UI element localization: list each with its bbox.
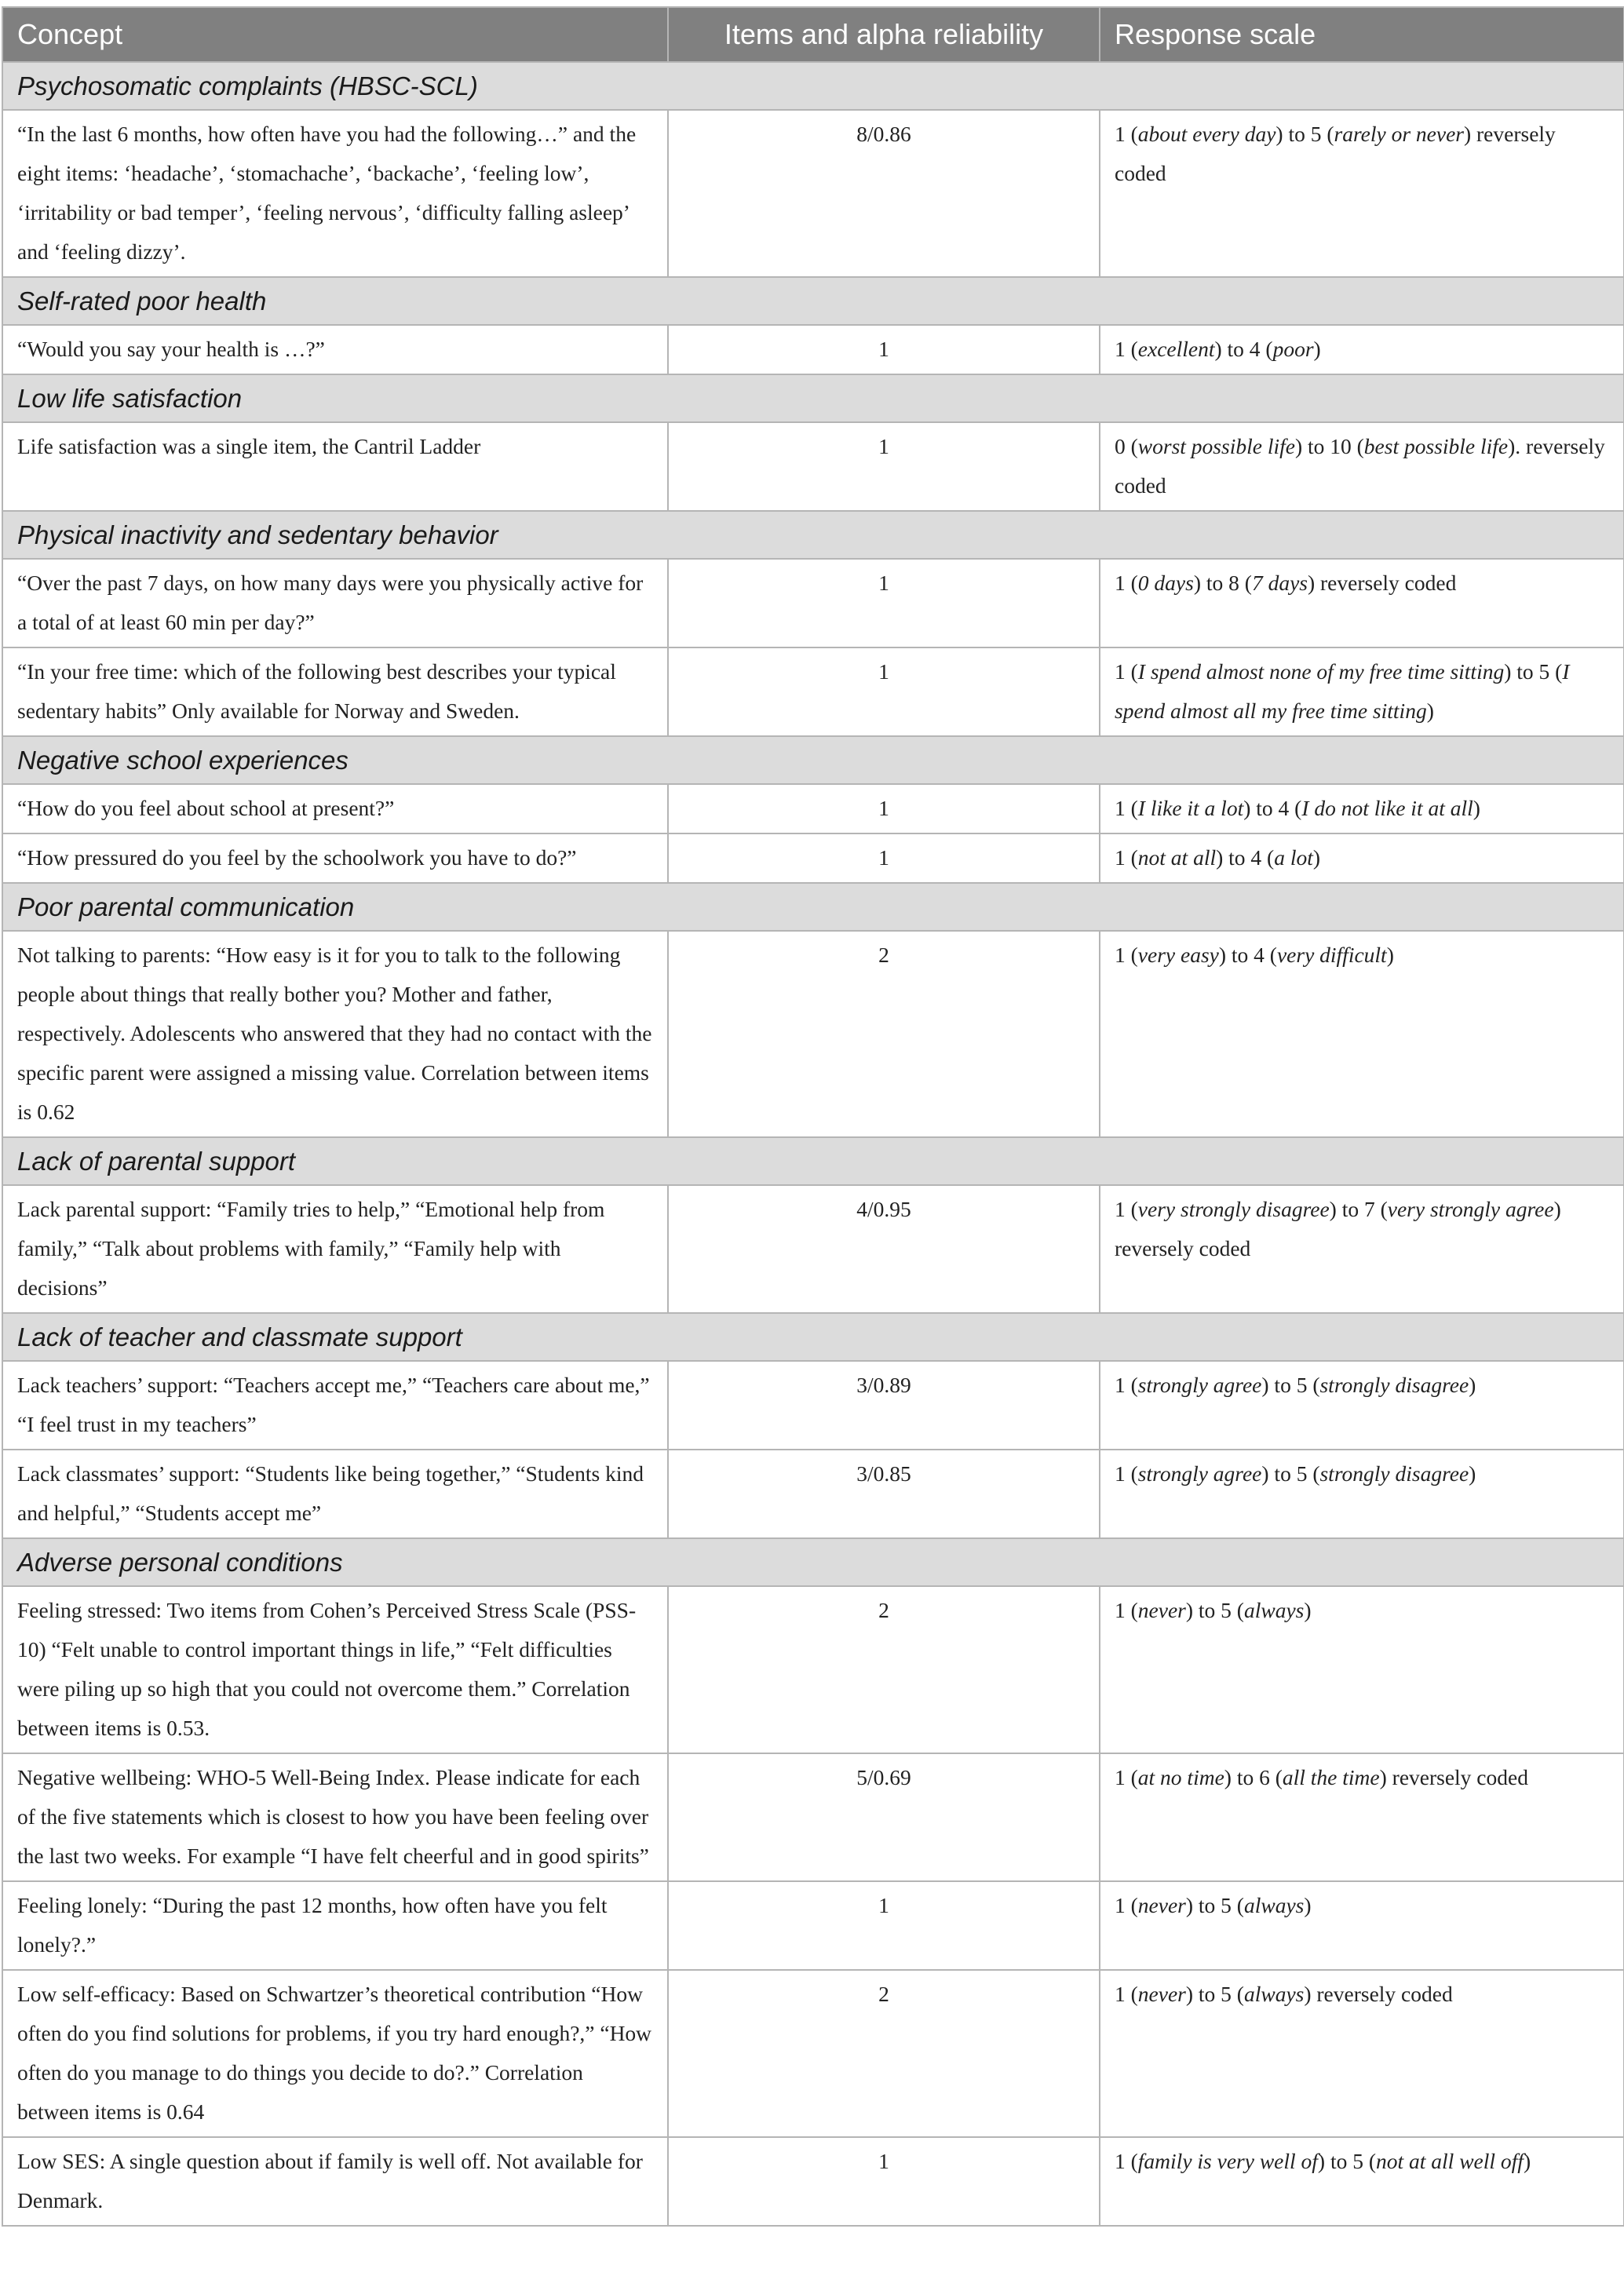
scale-text: 1 (	[1115, 571, 1138, 595]
items-alpha-cell: 1	[668, 422, 1100, 511]
scale-text: ) to 6 (	[1224, 1765, 1283, 1789]
scale-text: ) to 5 (	[1275, 122, 1334, 146]
scale-text: ) to 4 (	[1214, 337, 1273, 361]
section-header-row	[2, 511, 1624, 559]
scale-text: ) to 5 (	[1317, 2149, 1377, 2173]
scale-text: )	[1473, 796, 1480, 820]
items-alpha-cell: 1	[668, 1881, 1100, 1970]
section-header-row	[2, 62, 1624, 110]
section-title: Lack of teacher and classmate support	[2, 1313, 1624, 1361]
scale-anchor-label: worst possible life	[1137, 434, 1295, 458]
scale-text: )	[1426, 699, 1434, 723]
scale-anchor-label: always	[1243, 1982, 1305, 2006]
scale-text: )	[1386, 943, 1394, 967]
scale-text: ) to 5 (	[1261, 1373, 1320, 1397]
scale-text: 1 (	[1115, 943, 1138, 967]
scale-anchor-label: I spend almost all my free time sitting	[1115, 659, 1570, 723]
concept-cell: Lack teachers’ support: “Teachers accept me,” “Teachers care about me,” “I feel trust in my teachers”	[2, 1361, 668, 1450]
concept-cell: Low self-efficacy: Based on Schwartzer’s theoretical contribution “How often do you find solutions for problems, if you try hard enough?,” “How often do you manage to do things you decide to do?.” Correlation between items is 0.64	[2, 1970, 668, 2137]
section-title: Lack of parental support	[2, 1137, 1624, 1185]
scale-anchor-label: always	[1243, 1598, 1305, 1622]
scale-anchor-label: I like it a lot	[1137, 796, 1244, 820]
scale-anchor-label: 0 days	[1137, 571, 1194, 595]
response-scale-cell	[1100, 2137, 1624, 2226]
scale-anchor-label: at no time	[1137, 1765, 1224, 1789]
scale-anchor-label: rarely or never	[1334, 122, 1464, 146]
response-scale-cell	[1100, 1450, 1624, 1538]
scale-text: 1 (	[1115, 122, 1138, 146]
scale-text: ) reversely coded	[1307, 571, 1457, 595]
table-row	[2, 559, 1624, 647]
items-alpha-cell: 1	[668, 647, 1100, 736]
header-items-alpha: Items and alpha reliability	[668, 7, 1100, 62]
scale-text: 0 (	[1115, 434, 1138, 458]
scale-anchor-label: not at all	[1137, 845, 1217, 870]
scale-text: ) to 4 (	[1218, 943, 1277, 967]
scale-text: )	[1313, 337, 1321, 361]
scale-anchor-label: poor	[1272, 337, 1314, 361]
concept-cell: Low SES: A single question about if family is well off. Not available for Denmark.	[2, 2137, 668, 2226]
section-header-row	[2, 374, 1624, 422]
scale-text: ) to 5 (	[1185, 1598, 1244, 1622]
scale-text: ) to 5 (	[1504, 659, 1563, 684]
table-row	[2, 833, 1624, 883]
response-scale-cell	[1100, 559, 1624, 647]
table-row	[2, 1361, 1624, 1450]
scale-text: 1 (	[1115, 1765, 1138, 1789]
concept-cell: Negative wellbeing: WHO-5 Well-Being Index. Please indicate for each of the five statements which is closest to how you have been feeling over the last two weeks. For example “I have felt cheerful and in good spirits”	[2, 1753, 668, 1881]
table-row	[2, 784, 1624, 833]
response-scale-cell	[1100, 1970, 1624, 2137]
scale-text: 1 (	[1115, 1373, 1138, 1397]
measures-table	[2, 6, 1624, 2227]
table-row	[2, 1881, 1624, 1970]
scale-text: 1 (	[1115, 1461, 1138, 1486]
scale-anchor-label: never	[1137, 1982, 1186, 2006]
scale-anchor-label: all the time	[1282, 1765, 1380, 1789]
items-alpha-cell: 3/0.85	[668, 1450, 1100, 1538]
scale-anchor-label: never	[1137, 1598, 1186, 1622]
response-scale-cell	[1100, 1361, 1624, 1450]
section-header-row	[2, 1137, 1624, 1185]
section-title: Adverse personal conditions	[2, 1538, 1624, 1586]
response-scale-cell	[1100, 1753, 1624, 1881]
table-row	[2, 1185, 1624, 1313]
scale-text: ) reversely coded	[1115, 1197, 1561, 1260]
concept-cell: Lack parental support: “Family tries to help,” “Emotional help from family,” “Talk about problems with family,” “Family help with decisions”	[2, 1185, 668, 1313]
scale-anchor-label: very strongly agree	[1387, 1197, 1554, 1221]
items-alpha-cell: 1	[668, 2137, 1100, 2226]
scale-anchor-label: very easy	[1137, 943, 1219, 967]
response-scale-cell	[1100, 1881, 1624, 1970]
scale-text: 1 (	[1115, 337, 1138, 361]
scale-anchor-label: a lot	[1274, 845, 1313, 870]
items-alpha-cell: 1	[668, 559, 1100, 647]
concept-cell: Feeling stressed: Two items from Cohen’s Perceived Stress Scale (PSS-10) “Felt unable to control important things in life,” “Felt difficulties were piling up so high that you could not overcome them.” Correlation between items is 0.53.	[2, 1586, 668, 1753]
scale-text: ) to 4 (	[1216, 845, 1275, 870]
items-alpha-cell: 4/0.95	[668, 1185, 1100, 1313]
section-title: Self-rated poor health	[2, 277, 1624, 325]
concept-cell: “Over the past 7 days, on how many days were you physically active for a total of at least 60 min per day?”	[2, 559, 668, 647]
scale-anchor-label: never	[1137, 1893, 1186, 1917]
response-scale-cell	[1100, 1586, 1624, 1753]
scale-text: 1 (	[1115, 1893, 1138, 1917]
scale-anchor-label: 7 days	[1251, 571, 1308, 595]
scale-text: )	[1304, 1598, 1312, 1622]
section-title: Physical inactivity and sedentary behavior	[2, 511, 1624, 559]
table-row	[2, 1753, 1624, 1881]
scale-anchor-label: best possible life	[1363, 434, 1509, 458]
section-header-row	[2, 883, 1624, 931]
scale-anchor-label: strongly agree	[1137, 1461, 1262, 1486]
table-row	[2, 1970, 1624, 2137]
scale-text: ) reversely coded	[1115, 122, 1556, 185]
table-row	[2, 1450, 1624, 1538]
response-scale-cell	[1100, 1185, 1624, 1313]
scale-text: ) reversely coded	[1379, 1765, 1528, 1789]
scale-anchor-label: I do not like it at all	[1301, 796, 1473, 820]
concept-cell: “In the last 6 months, how often have you had the following…” and the eight items: ‘headache’, ‘stomachache’, ‘backache’, ‘feeling low’, ‘irritability or bad temper’, ‘feeling nervous’, ‘difficulty falling asleep’ and ‘feeling dizzy’.	[2, 110, 668, 277]
items-alpha-cell: 3/0.89	[668, 1361, 1100, 1450]
concept-cell: Not talking to parents: “How easy is it for you to talk to the following people about things that really bother you? Mother and father, respectively. Adolescents who answered that they had no contact with the specific parent were assigned a missing value. Correlation between items is 0.62	[2, 931, 668, 1137]
scale-text: ) reversely coded	[1304, 1982, 1453, 2006]
concept-cell: Feeling lonely: “During the past 12 months, how often have you felt lonely?.”	[2, 1881, 668, 1970]
concept-cell: Lack classmates’ support: “Students like being together,” “Students kind and helpful,” “Students accept me”	[2, 1450, 668, 1538]
response-scale-cell	[1100, 422, 1624, 511]
scale-text: ) to 7 (	[1329, 1197, 1388, 1221]
section-header-row	[2, 1538, 1624, 1586]
response-scale-cell	[1100, 110, 1624, 277]
scale-anchor-label: always	[1243, 1893, 1305, 1917]
table-body	[2, 62, 1624, 2226]
concept-cell: Life satisfaction was a single item, the Cantril Ladder	[2, 422, 668, 511]
section-header-row	[2, 277, 1624, 325]
scale-anchor-label: excellent	[1137, 337, 1215, 361]
scale-anchor-label: I spend almost none of my free time sitting	[1137, 659, 1505, 684]
scale-anchor-label: family is very well of	[1137, 2149, 1318, 2173]
concept-cell: “How do you feel about school at present?”	[2, 784, 668, 833]
scale-text: )	[1469, 1461, 1476, 1486]
items-alpha-cell: 5/0.69	[668, 1753, 1100, 1881]
items-alpha-cell: 1	[668, 325, 1100, 374]
response-scale-cell	[1100, 784, 1624, 833]
items-alpha-cell: 2	[668, 931, 1100, 1137]
concept-cell: “Would you say your health is …?”	[2, 325, 668, 374]
scale-text: ) to 5 (	[1185, 1893, 1244, 1917]
scale-text: 1 (	[1115, 1197, 1138, 1221]
scale-anchor-label: very strongly disagree	[1137, 1197, 1330, 1221]
scale-text: ). reversely coded	[1115, 434, 1605, 498]
scale-text: ) to 10 (	[1294, 434, 1364, 458]
scale-anchor-label: very difficult	[1276, 943, 1387, 967]
scale-text: 1 (	[1115, 1982, 1138, 2006]
table-row	[2, 422, 1624, 511]
table-row	[2, 325, 1624, 374]
section-title: Poor parental communication	[2, 883, 1624, 931]
header-concept: Concept	[2, 7, 668, 62]
scale-anchor-label: strongly disagree	[1319, 1461, 1469, 1486]
scale-text: )	[1312, 845, 1321, 870]
scale-text: 1 (	[1115, 796, 1138, 820]
scale-anchor-label: strongly agree	[1137, 1373, 1262, 1397]
items-alpha-cell: 1	[668, 833, 1100, 883]
scale-text: )	[1523, 2149, 1531, 2173]
scale-text: ) to 5 (	[1261, 1461, 1320, 1486]
scale-text: ) to 8 (	[1193, 571, 1252, 595]
scale-text: )	[1304, 1893, 1312, 1917]
items-alpha-cell: 8/0.86	[668, 110, 1100, 277]
table-row	[2, 647, 1624, 736]
response-scale-cell	[1100, 325, 1624, 374]
section-header-row	[2, 1313, 1624, 1361]
items-alpha-cell: 2	[668, 1970, 1100, 2137]
concept-cell: “How pressured do you feel by the schoolwork you have to do?”	[2, 833, 668, 883]
section-header-row	[2, 736, 1624, 784]
table-row	[2, 2137, 1624, 2226]
scale-text: 1 (	[1115, 845, 1138, 870]
response-scale-cell	[1100, 833, 1624, 883]
table-row	[2, 931, 1624, 1137]
response-scale-cell	[1100, 931, 1624, 1137]
concept-cell: “In your free time: which of the following best describes your typical sedentary habits” Only available for Norway and Sweden.	[2, 647, 668, 736]
items-alpha-cell: 2	[668, 1586, 1100, 1753]
items-alpha-cell: 1	[668, 784, 1100, 833]
table-row	[2, 1586, 1624, 1753]
header-response-scale: Response scale	[1100, 7, 1624, 62]
section-title: Negative school experiences	[2, 736, 1624, 784]
scale-text: )	[1469, 1373, 1476, 1397]
scale-anchor-label: about every day	[1137, 122, 1276, 146]
table-row	[2, 110, 1624, 277]
section-title: Psychosomatic complaints (HBSC-SCL)	[2, 62, 1624, 110]
scale-text: ) to 5 (	[1185, 1982, 1244, 2006]
scale-text: 1 (	[1115, 1598, 1138, 1622]
scale-anchor-label: strongly disagree	[1319, 1373, 1469, 1397]
section-title: Low life satisfaction	[2, 374, 1624, 422]
scale-text: ) to 4 (	[1243, 796, 1302, 820]
scale-text: 1 (	[1115, 659, 1138, 684]
scale-anchor-label: not at all well off	[1376, 2149, 1524, 2173]
table-header	[2, 7, 1624, 62]
response-scale-cell	[1100, 647, 1624, 736]
header-row	[2, 7, 1624, 62]
scale-text: 1 (	[1115, 2149, 1138, 2173]
